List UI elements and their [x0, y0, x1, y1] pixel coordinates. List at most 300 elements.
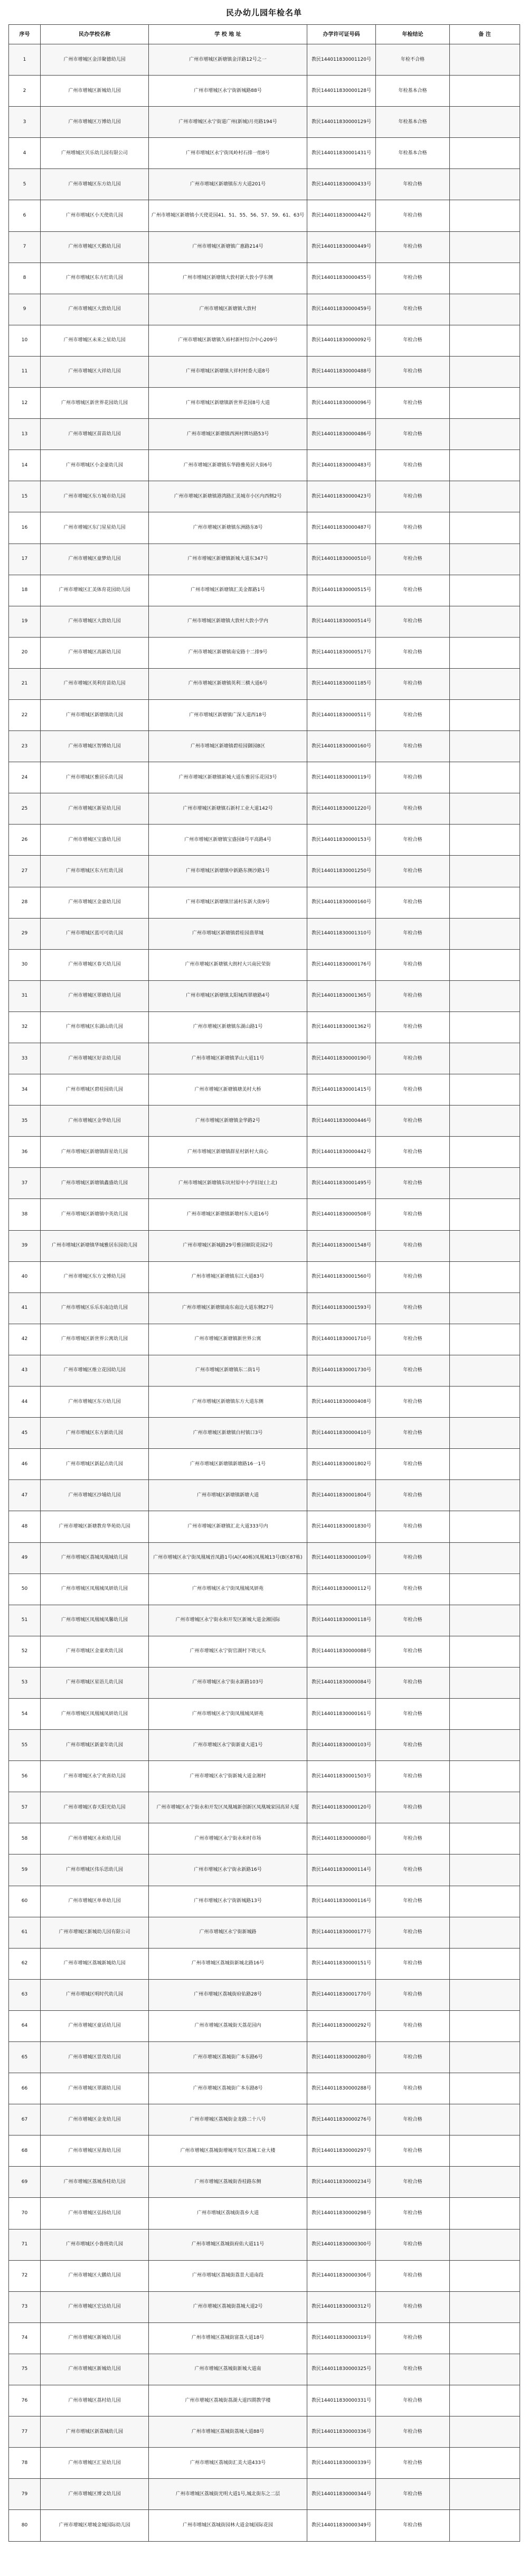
cell-license: 教民144011830000120号 [307, 1792, 376, 1823]
cell-name: 广州市增城区新塘镇中英幼儿园 [41, 1199, 149, 1230]
cell-license: 教民144011830001185号 [307, 668, 376, 699]
cell-no: 46 [9, 1449, 41, 1480]
cell-result: 年检合格 [376, 294, 450, 325]
cell-no: 29 [9, 918, 41, 949]
cell-note [450, 1667, 520, 1698]
cell-result: 年检合格 [376, 793, 450, 825]
cell-address: 广州市增城区新塘镇金洋路12号之一 [149, 44, 307, 76]
cell-license: 教民144011830001548号 [307, 1230, 376, 1261]
table-row [9, 2354, 520, 2385]
cell-result: 年检合格 [376, 2479, 450, 2510]
table-row [9, 2322, 520, 2354]
header-address: 学 校 地 址 [149, 25, 307, 44]
cell-note [450, 1792, 520, 1823]
cell-address: 广州市增城区荔城街香桂路东侧 [149, 2167, 307, 2198]
cell-address: 广州市增城区新塘镇石新村工业大道142号 [149, 793, 307, 825]
cell-note [450, 2167, 520, 2198]
cell-no: 75 [9, 2354, 41, 2385]
table-row [9, 1792, 520, 1823]
cell-result: 年检合格 [376, 481, 450, 512]
cell-no: 27 [9, 856, 41, 887]
cell-address: 广州市增城区新塘镇东二街1号 [149, 1355, 307, 1386]
cell-address: 广州市增城区新塘镇东方大道201号 [149, 169, 307, 200]
cell-no: 41 [9, 1292, 41, 1324]
cell-name: 广州市增城区翠塘幼儿园 [41, 980, 149, 1011]
cell-note [450, 2010, 520, 2041]
cell-note [450, 2510, 520, 2541]
cell-license: 教民144011830000423号 [307, 481, 376, 512]
cell-result: 年检合格 [376, 1573, 450, 1605]
cell-result: 年检合格 [376, 980, 450, 1011]
cell-address: 广州市增城区永宁街新城路13号 [149, 1886, 307, 1917]
cell-no: 45 [9, 1418, 41, 1449]
cell-address: 广州市增城区新塘镇大敦村大敦小学内 [149, 606, 307, 637]
cell-license: 教民144011830000234号 [307, 2167, 376, 2198]
cell-license: 教民144011830000288号 [307, 2073, 376, 2104]
cell-result: 年检合格 [376, 1636, 450, 1667]
cell-note [450, 1168, 520, 1199]
cell-no: 48 [9, 1511, 41, 1542]
cell-license: 教民144011830001310号 [307, 918, 376, 949]
cell-address: 广州市增城区新塘镇南安路十二排9号 [149, 637, 307, 668]
cell-name: 广州市增城区单单幼儿园 [41, 1886, 149, 1917]
cell-address: 广州市增城区永宁街永和开发区凤凰城新创新区凤凰城家园高昇大厦 [149, 1792, 307, 1823]
cell-name: 广州市增城区景茂幼儿园 [41, 2042, 149, 2073]
cell-license: 教民144011830000176号 [307, 949, 376, 980]
cell-license: 教民144011830000508号 [307, 1199, 376, 1230]
cell-no: 4 [9, 138, 41, 169]
document-title-bar [8, 0, 520, 24]
cell-no: 60 [9, 1886, 41, 1917]
cell-note [450, 1449, 520, 1480]
table-row [9, 731, 520, 762]
cell-name: 广州增城区贝乐幼儿园有限公司 [41, 138, 149, 169]
cell-address: 广州市增城区荔城街荔湖大道四期教学楼 [149, 2385, 307, 2416]
cell-address: 广州市增城区新塘镇汇北大道333号内 [149, 1511, 307, 1542]
cell-result: 年检合格 [376, 2010, 450, 2041]
cell-license: 教民144011830001220号 [307, 793, 376, 825]
cell-no: 39 [9, 1230, 41, 1261]
cell-address: 广州市增城区新塘镇久裕村新村综合中心209号 [149, 325, 307, 356]
cell-license: 教民144011830000514号 [307, 606, 376, 637]
cell-result: 年检合格 [376, 1761, 450, 1792]
cell-no: 36 [9, 1137, 41, 1168]
cell-result: 年检合格 [376, 2385, 450, 2416]
table-row [9, 1324, 520, 1355]
cell-name: 广州市增城区童梦幼儿园 [41, 544, 149, 575]
cell-note [450, 2135, 520, 2167]
cell-license: 教民144011830000084号 [307, 1667, 376, 1698]
cell-note [450, 2042, 520, 2073]
table-row [9, 575, 520, 606]
cell-note [450, 481, 520, 512]
cell-result: 年检合格 [376, 1137, 450, 1168]
cell-license: 教民144011830001365号 [307, 980, 376, 1011]
cell-result: 年检合格 [376, 1387, 450, 1418]
table-row [9, 1230, 520, 1261]
cell-note [450, 2291, 520, 2322]
cell-name: 广州市增城区星语儿幼儿园 [41, 1667, 149, 1698]
cell-name: 广州市增城区凤凰城凤馨幼儿园 [41, 1605, 149, 1636]
cell-name: 广州市增城区东湖山幼儿园 [41, 1011, 149, 1043]
table-row [9, 1449, 520, 1480]
cell-address: 广州市增城区永宁街永新路103号 [149, 1667, 307, 1698]
cell-result: 年检合格 [376, 2104, 450, 2135]
cell-note [450, 1480, 520, 1511]
cell-license: 教民144011830000161号 [307, 1698, 376, 1729]
cell-note [450, 2385, 520, 2416]
cell-name: 广州市增城区童话幼儿园 [41, 2010, 149, 2041]
cell-result: 年检合格 [376, 918, 450, 949]
cell-address: 广州市增城区新塘镇南东南边大道东侧27号 [149, 1292, 307, 1324]
table-row [9, 1886, 520, 1917]
cell-no: 53 [9, 1667, 41, 1698]
cell-license: 教民144011830001362号 [307, 1011, 376, 1043]
cell-note [450, 2322, 520, 2354]
cell-name: 广州市增城区高新幼儿园 [41, 637, 149, 668]
cell-license: 教民144011830000511号 [307, 699, 376, 730]
cell-name: 广州市增城区苗苗幼儿园 [41, 419, 149, 450]
cell-result: 年检合格 [376, 856, 450, 887]
cell-address: 广州市增城区荔城街新城大道南 [149, 2354, 307, 2385]
cell-name: 广州市增城区荔城凤凰城幼儿园 [41, 1542, 149, 1573]
cell-result: 年检合格 [376, 2448, 450, 2479]
table-row [9, 76, 520, 107]
cell-note [450, 1230, 520, 1261]
table-row [9, 1948, 520, 1979]
cell-result: 年检合格 [376, 2073, 450, 2104]
cell-no: 64 [9, 2010, 41, 2041]
cell-result: 年检合格 [376, 2260, 450, 2291]
cell-address: 广州市增城区永宁街新童大道1号 [149, 1730, 307, 1761]
table-row [9, 949, 520, 980]
cell-name: 广州市增城区新塘镇华城雅居东园幼儿园 [41, 1230, 149, 1261]
table-row [9, 1636, 520, 1667]
cell-address: 广州市增城区新塘镇广深大道西18号 [149, 699, 307, 730]
cell-address: 广州市增城区新塘镇宝盛园8号平高路4号 [149, 825, 307, 856]
cell-license: 教民144011830000336号 [307, 2416, 376, 2448]
cell-license: 教民144011830000160号 [307, 887, 376, 918]
cell-note [450, 2198, 520, 2229]
cell-result: 年检合格 [376, 1823, 450, 1854]
cell-license: 教民144011830000483号 [307, 450, 376, 481]
cell-result: 年检合格 [376, 512, 450, 544]
cell-no: 14 [9, 450, 41, 481]
cell-name: 广州市增城区东方红幼儿园 [41, 263, 149, 294]
cell-license: 教民144011830001120号 [307, 44, 376, 76]
cell-address: 广州市增城区新塘镇小天使花园41、51、55、56、57、59、61、63号 [149, 200, 307, 231]
cell-address: 广州市增城区新塘镇大祥村村委大道8号 [149, 356, 307, 387]
cell-license: 教民144011830000151号 [307, 1948, 376, 1979]
cell-name: 广州市增城区新星幼儿园 [41, 793, 149, 825]
cell-license: 教民144011830000128号 [307, 76, 376, 107]
cell-result: 年检合格 [376, 606, 450, 637]
cell-note [450, 1886, 520, 1917]
cell-no: 26 [9, 825, 41, 856]
header-license: 办学许可证号码 [307, 25, 376, 44]
cell-license: 教民144011830000442号 [307, 200, 376, 231]
table-row [9, 1418, 520, 1449]
cell-address: 广州市增城区荔城街荔乡大道 [149, 2198, 307, 2229]
cell-note [450, 2416, 520, 2448]
cell-address: 广州市增城区新塘镇东湖山路1号 [149, 1011, 307, 1043]
cell-address: 广州市增城区荔城街荔景大道南段 [149, 2260, 307, 2291]
table-row [9, 1292, 520, 1324]
cell-license: 教民144011830000306号 [307, 2260, 376, 2291]
table-row [9, 107, 520, 138]
cell-license: 教民144011830000292号 [307, 2010, 376, 2041]
cell-no: 66 [9, 2073, 41, 2104]
table-row [9, 419, 520, 450]
table-row [9, 2479, 520, 2510]
cell-name: 广州市增城区新塘镇鑫盛幼儿园 [41, 1168, 149, 1199]
cell-result: 年检合格 [376, 1418, 450, 1449]
cell-address: 广州市增城区新塘镇大朗村大兴南民荣街 [149, 949, 307, 980]
cell-name: 广州市增城区大敦幼儿园 [41, 606, 149, 637]
cell-result: 年检合格 [376, 388, 450, 419]
cell-address: 广州市增城区荔城街广本东路6号 [149, 2042, 307, 2073]
cell-note [450, 1698, 520, 1729]
table-row [9, 2042, 520, 2073]
cell-address: 广州市增城区新塘镇新世界公寓 [149, 1324, 307, 1355]
table-row [9, 1355, 520, 1386]
cell-address: 广州市增城区永宁街新城路 [149, 1917, 307, 1948]
cell-no: 3 [9, 107, 41, 138]
header-result: 年检结论 [376, 25, 450, 44]
cell-license: 教民144011830000119号 [307, 762, 376, 793]
cell-result: 年检基本合格 [376, 138, 450, 169]
cell-no: 37 [9, 1168, 41, 1199]
cell-result: 年检合格 [376, 1698, 450, 1729]
cell-name: 广州市增城区新童年幼儿园 [41, 1730, 149, 1761]
cell-name: 广州市增城区增城金城国际幼儿园 [41, 2510, 149, 2541]
cell-name: 广州市增城区博文幼儿园 [41, 2479, 149, 2510]
cell-name: 广州市增城区东方幼儿园 [41, 169, 149, 200]
table-row [9, 294, 520, 325]
cell-result: 年检合格 [376, 1199, 450, 1230]
cell-license: 教民144011830000092号 [307, 325, 376, 356]
table-row [9, 481, 520, 512]
cell-result: 年检合格 [376, 2229, 450, 2260]
cell-name: 广州市增城区好亲幼儿园 [41, 1043, 149, 1074]
cell-name: 广州市增城区未来之星幼儿园 [41, 325, 149, 356]
cell-address: 广州市增城区永宁街新城大道金湘村 [149, 1761, 307, 1792]
cell-address: 广州市增城区新塘镇西洲村牌坊路53号 [149, 419, 307, 450]
cell-result: 年检合格 [376, 1261, 450, 1292]
table-row [9, 2073, 520, 2104]
cell-no: 55 [9, 1730, 41, 1761]
cell-note [450, 76, 520, 107]
cell-license: 教民144011830001593号 [307, 1292, 376, 1324]
cell-address: 广州市增城区荔城街府佑路28号 [149, 1979, 307, 2010]
cell-name: 广州市增城区新城幼儿园有限公司 [41, 1917, 149, 1948]
cell-result: 年检基本合格 [376, 107, 450, 138]
cell-name: 广州市增城区东方城市幼儿园 [41, 481, 149, 512]
cell-note [450, 1948, 520, 1979]
cell-note [450, 1418, 520, 1449]
cell-address: 广州市增城区荔城街园林大道金城国际花园 [149, 2510, 307, 2541]
table-row [9, 169, 520, 200]
cell-result: 年检合格 [376, 1168, 450, 1199]
cell-name: 广州市增城区碧桂园幼儿园 [41, 1074, 149, 1106]
cell-note [450, 169, 520, 200]
cell-name: 广州市增城区弘扬幼儿园 [41, 2198, 149, 2229]
table-row [9, 1106, 520, 1137]
cell-address: 广州市增城区新塘镇英利三横大道6号 [149, 668, 307, 699]
cell-name: 广州市增城区新塘镇幼儿园 [41, 699, 149, 730]
cell-name: 广州市增城区伟乐思幼儿园 [41, 1854, 149, 1886]
cell-name: 广州市增城区小天使幼儿园 [41, 200, 149, 231]
table-row [9, 1011, 520, 1043]
cell-note [450, 512, 520, 544]
table-row [9, 1387, 520, 1418]
cell-address: 广州市增城区新塘镇东方大道东侧 [149, 1387, 307, 1418]
header-no: 序号 [9, 25, 41, 44]
cell-name: 广州市增城区新起点幼儿园 [41, 1449, 149, 1480]
cell-name: 广州市增城区乐乐东南边幼儿园 [41, 1292, 149, 1324]
table-row [9, 668, 520, 699]
cell-note [450, 1137, 520, 1168]
cell-result: 年检合格 [376, 1854, 450, 1886]
cell-name: 广州市增城区翠湖幼儿园 [41, 2073, 149, 2104]
cell-name: 广州市增城区东方幼儿园 [41, 1387, 149, 1418]
cell-result: 年检合格 [376, 325, 450, 356]
cell-note [450, 544, 520, 575]
cell-no: 25 [9, 793, 41, 825]
table-row [9, 138, 520, 169]
document-title: 民办幼儿园年检名单 [225, 7, 302, 17]
cell-no: 70 [9, 2198, 41, 2229]
cell-name: 广州市增城区凤凰城凤妍幼儿园 [41, 1698, 149, 1729]
cell-license: 教民144011830001415号 [307, 1074, 376, 1106]
cell-name: 广州市增城区星海幼儿园 [41, 2135, 149, 2167]
cell-address: 广州市增城区永宁街新城路88号 [149, 76, 307, 107]
header-note: 备 注 [450, 25, 520, 44]
cell-note [450, 107, 520, 138]
cell-no: 78 [9, 2448, 41, 2479]
table-row [9, 637, 520, 668]
cell-name: 广州市增城区金洋聚德幼儿园 [41, 44, 149, 76]
cell-no: 30 [9, 949, 41, 980]
cell-name: 广州市增城区大鹏幼儿园 [41, 2260, 149, 2291]
cell-license: 教民144011830000112号 [307, 1573, 376, 1605]
cell-no: 8 [9, 263, 41, 294]
cell-note [450, 980, 520, 1011]
cell-no: 2 [9, 76, 41, 107]
cell-result: 年检合格 [376, 1043, 450, 1074]
cell-address: 广州市增城区新塘镇塘美村大桥 [149, 1074, 307, 1106]
cell-license: 教民144011830001730号 [307, 1355, 376, 1386]
cell-note [450, 949, 520, 980]
cell-address: 广州市增城区新塘镇港湾路汇美城市小区内西侧2号 [149, 481, 307, 512]
table-row [9, 1511, 520, 1542]
table-row [9, 2385, 520, 2416]
cell-note [450, 231, 520, 263]
table-row [9, 1542, 520, 1573]
cell-result: 年检合格 [376, 887, 450, 918]
cell-no: 76 [9, 2385, 41, 2416]
cell-license: 教民144011830000276号 [307, 2104, 376, 2135]
table-row [9, 1698, 520, 1729]
cell-address: 广州市增城区新塘镇新塘大道 [149, 1480, 307, 1511]
header-name: 民办学校名称 [41, 25, 149, 44]
cell-no: 72 [9, 2260, 41, 2291]
cell-no: 42 [9, 1324, 41, 1355]
cell-license: 教民144011830000442号 [307, 1137, 376, 1168]
table-row [9, 2198, 520, 2229]
cell-address: 广州市增城区新塘镇白村镇口3号 [149, 1418, 307, 1449]
cell-license: 教民144011830001560号 [307, 1261, 376, 1292]
cell-no: 63 [9, 1979, 41, 2010]
cell-result: 年检合格 [376, 1886, 450, 1917]
cell-license: 教民144011830000114号 [307, 1854, 376, 1886]
cell-no: 52 [9, 1636, 41, 1667]
cell-result: 年检合格 [376, 2042, 450, 2073]
table-row [9, 1168, 520, 1199]
table-row [9, 2416, 520, 2448]
cell-note [450, 1823, 520, 1854]
cell-note [450, 2104, 520, 2135]
cell-name: 广州市增城区宝盛幼儿园 [41, 825, 149, 856]
cell-result: 年检合格 [376, 2135, 450, 2167]
cell-note [450, 1324, 520, 1355]
cell-result: 年检合格 [376, 637, 450, 668]
cell-result: 年检合格 [376, 762, 450, 793]
table-row [9, 2135, 520, 2167]
cell-license: 教民144011830000410号 [307, 1418, 376, 1449]
cell-no: 22 [9, 699, 41, 730]
cell-license: 教民144011830001250号 [307, 856, 376, 887]
cell-no: 57 [9, 1792, 41, 1823]
cell-result: 年检合格 [376, 1074, 450, 1106]
cell-note [450, 2073, 520, 2104]
cell-license: 教民144011830000433号 [307, 169, 376, 200]
table-row [9, 762, 520, 793]
cell-note [450, 1542, 520, 1573]
cell-result: 年检合格 [376, 2322, 450, 2354]
cell-note [450, 1074, 520, 1106]
cell-note [450, 1761, 520, 1792]
cell-license: 教民144011830000510号 [307, 544, 376, 575]
cell-name: 广州市增城区明时代幼儿园 [41, 1979, 149, 2010]
cell-address: 广州市增城区新塘镇新墩村东大道16号 [149, 1199, 307, 1230]
cell-note [450, 1730, 520, 1761]
kindergarten-table [8, 24, 520, 2542]
cell-address: 广州市增城区新塘镇汇美金都路1号 [149, 575, 307, 606]
table-row [9, 1137, 520, 1168]
cell-name: 广州市增城区永和幼儿园 [41, 1823, 149, 1854]
cell-name: 广州市增城区新城幼儿园 [41, 76, 149, 107]
cell-no: 58 [9, 1823, 41, 1854]
cell-no: 69 [9, 2167, 41, 2198]
cell-note [450, 1573, 520, 1605]
cell-result: 年检合格 [376, 2291, 450, 2322]
table-row [9, 2291, 520, 2322]
cell-result: 年检合格 [376, 731, 450, 762]
cell-license: 教民144011830000160号 [307, 731, 376, 762]
cell-license: 教民144011830000298号 [307, 2198, 376, 2229]
cell-no: 40 [9, 1261, 41, 1292]
cell-license: 教民144011830001804号 [307, 1480, 376, 1511]
table-row [9, 2167, 520, 2198]
table-row [9, 1074, 520, 1106]
cell-address: 广州市增城区荔城街新城北路16号 [149, 1948, 307, 1979]
cell-note [450, 2479, 520, 2510]
cell-address: 广州市增城区新塘镇大敦村新大敦小学东侧 [149, 263, 307, 294]
cell-license: 教民144011830001503号 [307, 1761, 376, 1792]
cell-name: 广州市增城区蓝可可幼儿园 [41, 918, 149, 949]
cell-license: 教民144011830000129号 [307, 107, 376, 138]
